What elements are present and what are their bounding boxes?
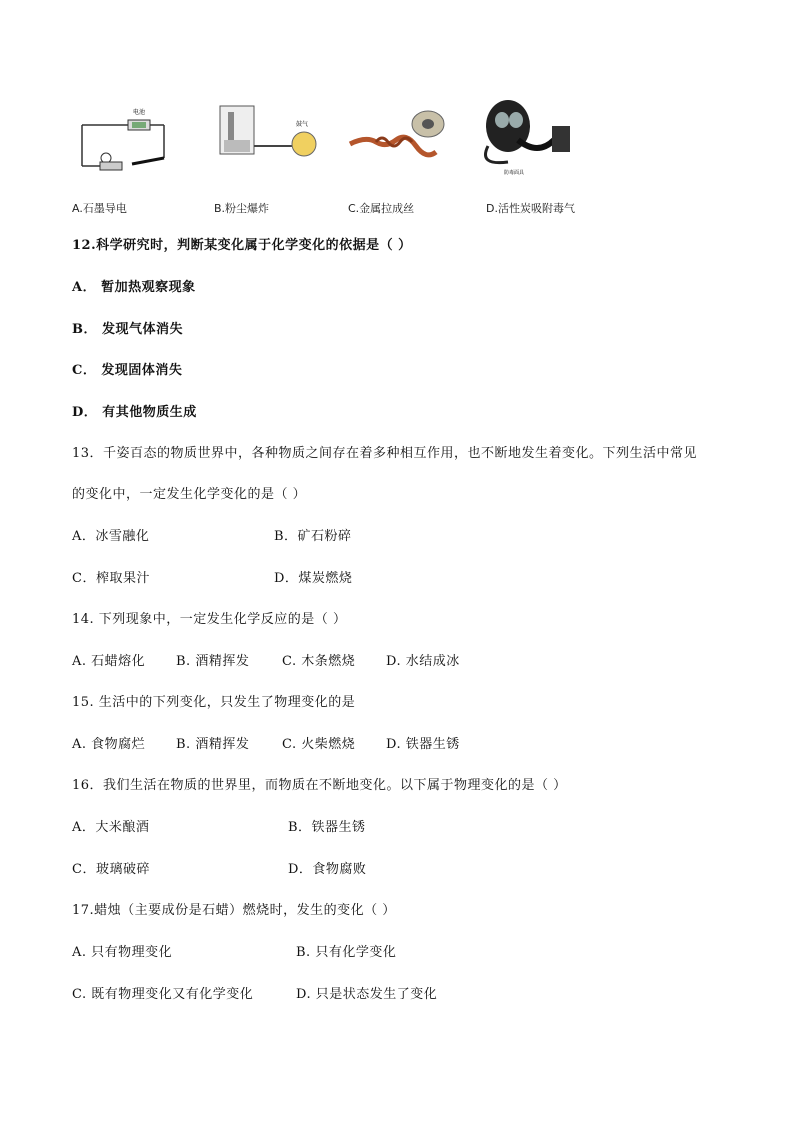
q14-option-a: A. 石蜡熔化 xyxy=(72,654,146,669)
q12-option-c: C． 发现固体消失 xyxy=(72,363,183,378)
q17-option-c: C. 既有物理变化又有化学变化 xyxy=(72,987,254,1002)
q16-option-d: D．食物腐败 xyxy=(288,862,367,877)
q16-option-b: B．铁器生锈 xyxy=(288,820,366,835)
metal-wire-icon xyxy=(346,96,470,196)
q16-option-a: A．大米酿酒 xyxy=(72,820,150,835)
q13-option-b: B．矿石粉碎 xyxy=(274,529,352,544)
q14-stem: 14. 下列现象中，一定发生化学反应的是（ ） xyxy=(72,612,347,627)
q13-stem-line1: 13．千姿百态的物质世界中，各种物质之间存在着多种相互作用，也不断地发生着变化。下列生活中常见 xyxy=(72,446,698,461)
figure-a-label: 电池 xyxy=(132,109,146,116)
q17-stem: 17.蜡烛（主要成份是石蜡）燃烧时，发生的变化（ ） xyxy=(72,903,396,918)
figure-a-caption: A.石墨导电 xyxy=(72,202,127,215)
q13-option-c: C．榨取果汁 xyxy=(72,571,150,586)
q14-option-b: B. 酒精挥发 xyxy=(176,654,250,669)
q12-stem: 12.科学研究时，判断某变化属于化学变化的依据是（ ） xyxy=(72,238,412,253)
q12-option-a: A． 暂加热观察现象 xyxy=(72,280,196,295)
figure-d xyxy=(478,96,602,222)
figure-d-caption: D.活性炭吸附毒气 xyxy=(486,202,575,215)
figure-c-caption: C.金属拉成丝 xyxy=(348,202,415,215)
figure-b-label: 鼓气 xyxy=(295,121,309,128)
gas-mask-icon xyxy=(478,96,602,196)
q16-stem: 16．我们生活在物质的世界里，而物质在不断地变化。以下属于物理变化的是（ ） xyxy=(72,778,567,793)
q12-option-d: D． 有其他物质生成 xyxy=(72,405,197,420)
q15-option-a: A. 食物腐烂 xyxy=(72,737,146,752)
q12-option-b: B． 发现气体消失 xyxy=(72,322,184,337)
q17-option-a: A. 只有物理变化 xyxy=(72,945,173,960)
figure-d-label: 防毒面具 xyxy=(503,170,525,176)
q15-stem: 15. 生活中的下列变化，只发生了物理变化的是 xyxy=(72,695,356,710)
q17-option-d: D. 只是状态发生了变化 xyxy=(296,987,438,1002)
q13-option-a: A．冰雪融化 xyxy=(72,529,150,544)
q15-option-d: D. 铁器生锈 xyxy=(386,737,460,752)
q17-option-b: B. 只有化学变化 xyxy=(296,945,397,960)
q16-option-c: C．玻璃破碎 xyxy=(72,862,150,877)
q13-stem-line2: 的变化中，一定发生化学变化的是（ ） xyxy=(72,487,307,502)
figure-row xyxy=(72,96,592,222)
graphite-circuit-icon xyxy=(72,96,196,196)
q14-option-c: C. 木条燃烧 xyxy=(282,654,356,669)
dust-explosion-icon xyxy=(214,96,338,196)
q13-option-d: D．煤炭燃烧 xyxy=(274,571,353,586)
q15-option-b: B. 酒精挥发 xyxy=(176,737,250,752)
figure-b xyxy=(214,96,338,222)
figure-b-caption: B.粉尘爆炸 xyxy=(214,202,270,215)
q14-option-d: D. 水结成冰 xyxy=(386,654,460,669)
figure-a xyxy=(72,96,196,222)
figure-c xyxy=(346,96,470,222)
q15-option-c: C. 火柴燃烧 xyxy=(282,737,356,752)
